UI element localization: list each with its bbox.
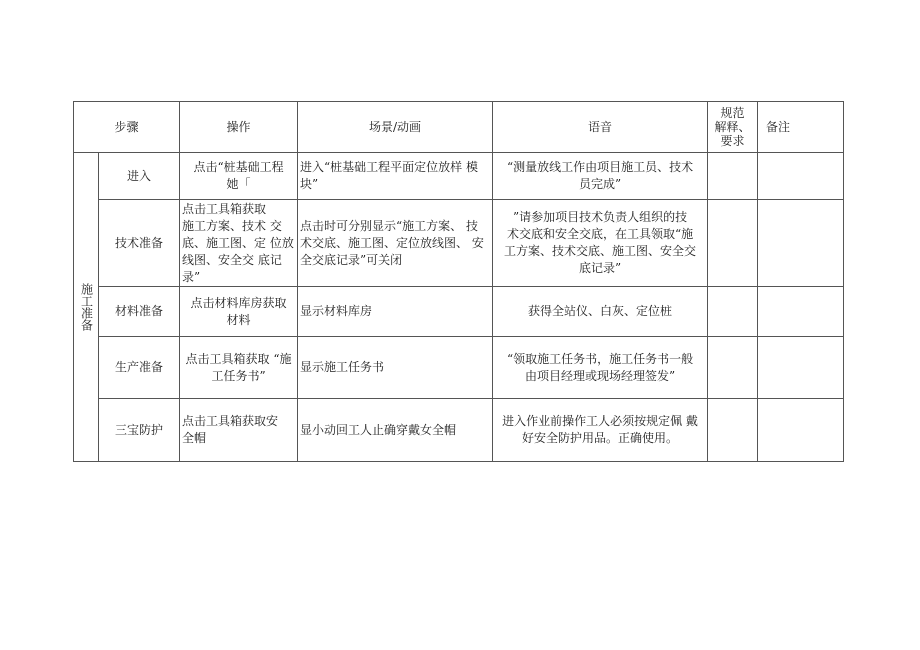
note-cell xyxy=(758,399,844,462)
scene-cell: 点击时可分别显示“施工方案、 技 术交底、施工图、定位放线图、 安 全交底记录”可关闭 xyxy=(298,200,493,287)
operation-cell: 点击材料库房获取 材料 xyxy=(180,287,298,337)
step-cell: 技术准备 xyxy=(99,200,180,287)
header-note: 备注 xyxy=(758,102,844,153)
header-voice: 语音 xyxy=(493,102,708,153)
scene-cell: 显示材料库房 xyxy=(298,287,493,337)
spec-cell xyxy=(708,399,758,462)
voice-cell: 获得全站仪、白灰、定位桩 xyxy=(493,287,708,337)
header-scene: 场景/动画 xyxy=(298,102,493,153)
table-row xyxy=(74,399,844,462)
table-row xyxy=(74,287,844,337)
voice-cell: 进入作业前操作工人必须按规定佩 戴 好安全防护用品。正确使用。 xyxy=(493,399,708,462)
scene-cell: 显小动回工人止确穿戴女全帽 xyxy=(298,399,493,462)
step-cell: 生产准备 xyxy=(99,337,180,399)
table-row xyxy=(74,337,844,399)
table-row xyxy=(74,153,844,200)
step-cell: 进入 xyxy=(99,153,180,200)
step-cell: 三宝防护 xyxy=(99,399,180,462)
spec-cell xyxy=(708,287,758,337)
operation-cell: 点击工具箱获取安 全帽 xyxy=(180,399,298,462)
step-cell: 材料准备 xyxy=(99,287,180,337)
note-cell xyxy=(758,200,844,287)
operation-cell: 点击“桩基础工程 她「 xyxy=(180,153,298,200)
table-row xyxy=(74,200,844,287)
voice-cell: ”请参加项目技术负责人组织的技 术交底和安全交底，在工具领取“施 工方案、技术交底、施工图、安全交 底记录” xyxy=(493,200,708,287)
spec-cell xyxy=(708,337,758,399)
note-cell xyxy=(758,153,844,200)
spec-cell xyxy=(708,153,758,200)
note-cell xyxy=(758,337,844,399)
header-operation: 操作 xyxy=(180,102,298,153)
header-step: 步骤 xyxy=(74,102,180,153)
scene-cell: 进入“桩基础工程平面定位放样 模 块” xyxy=(298,153,493,200)
operation-cell: 点击工具箱获取 “施 工任务书” xyxy=(180,337,298,399)
note-cell xyxy=(758,287,844,337)
voice-cell: “测量放线工作由项目施工员、技术 员完成” xyxy=(493,153,708,200)
procedure-table xyxy=(73,101,844,462)
group-label: 施工准备 xyxy=(74,153,99,462)
spec-cell xyxy=(708,200,758,287)
scene-cell: 显示施工任务书 xyxy=(298,337,493,399)
header-spec: 规范 解释、 要求 xyxy=(708,102,758,153)
header-row xyxy=(74,102,844,153)
operation-cell: 点击工具箱获取 施工方案、技术 交 底、施工图、定 位放 线图、安全交 底记录” xyxy=(180,200,298,287)
voice-cell: “领取施工任务书，施工任务书一般 由项目经理或现场经理签发” xyxy=(493,337,708,399)
